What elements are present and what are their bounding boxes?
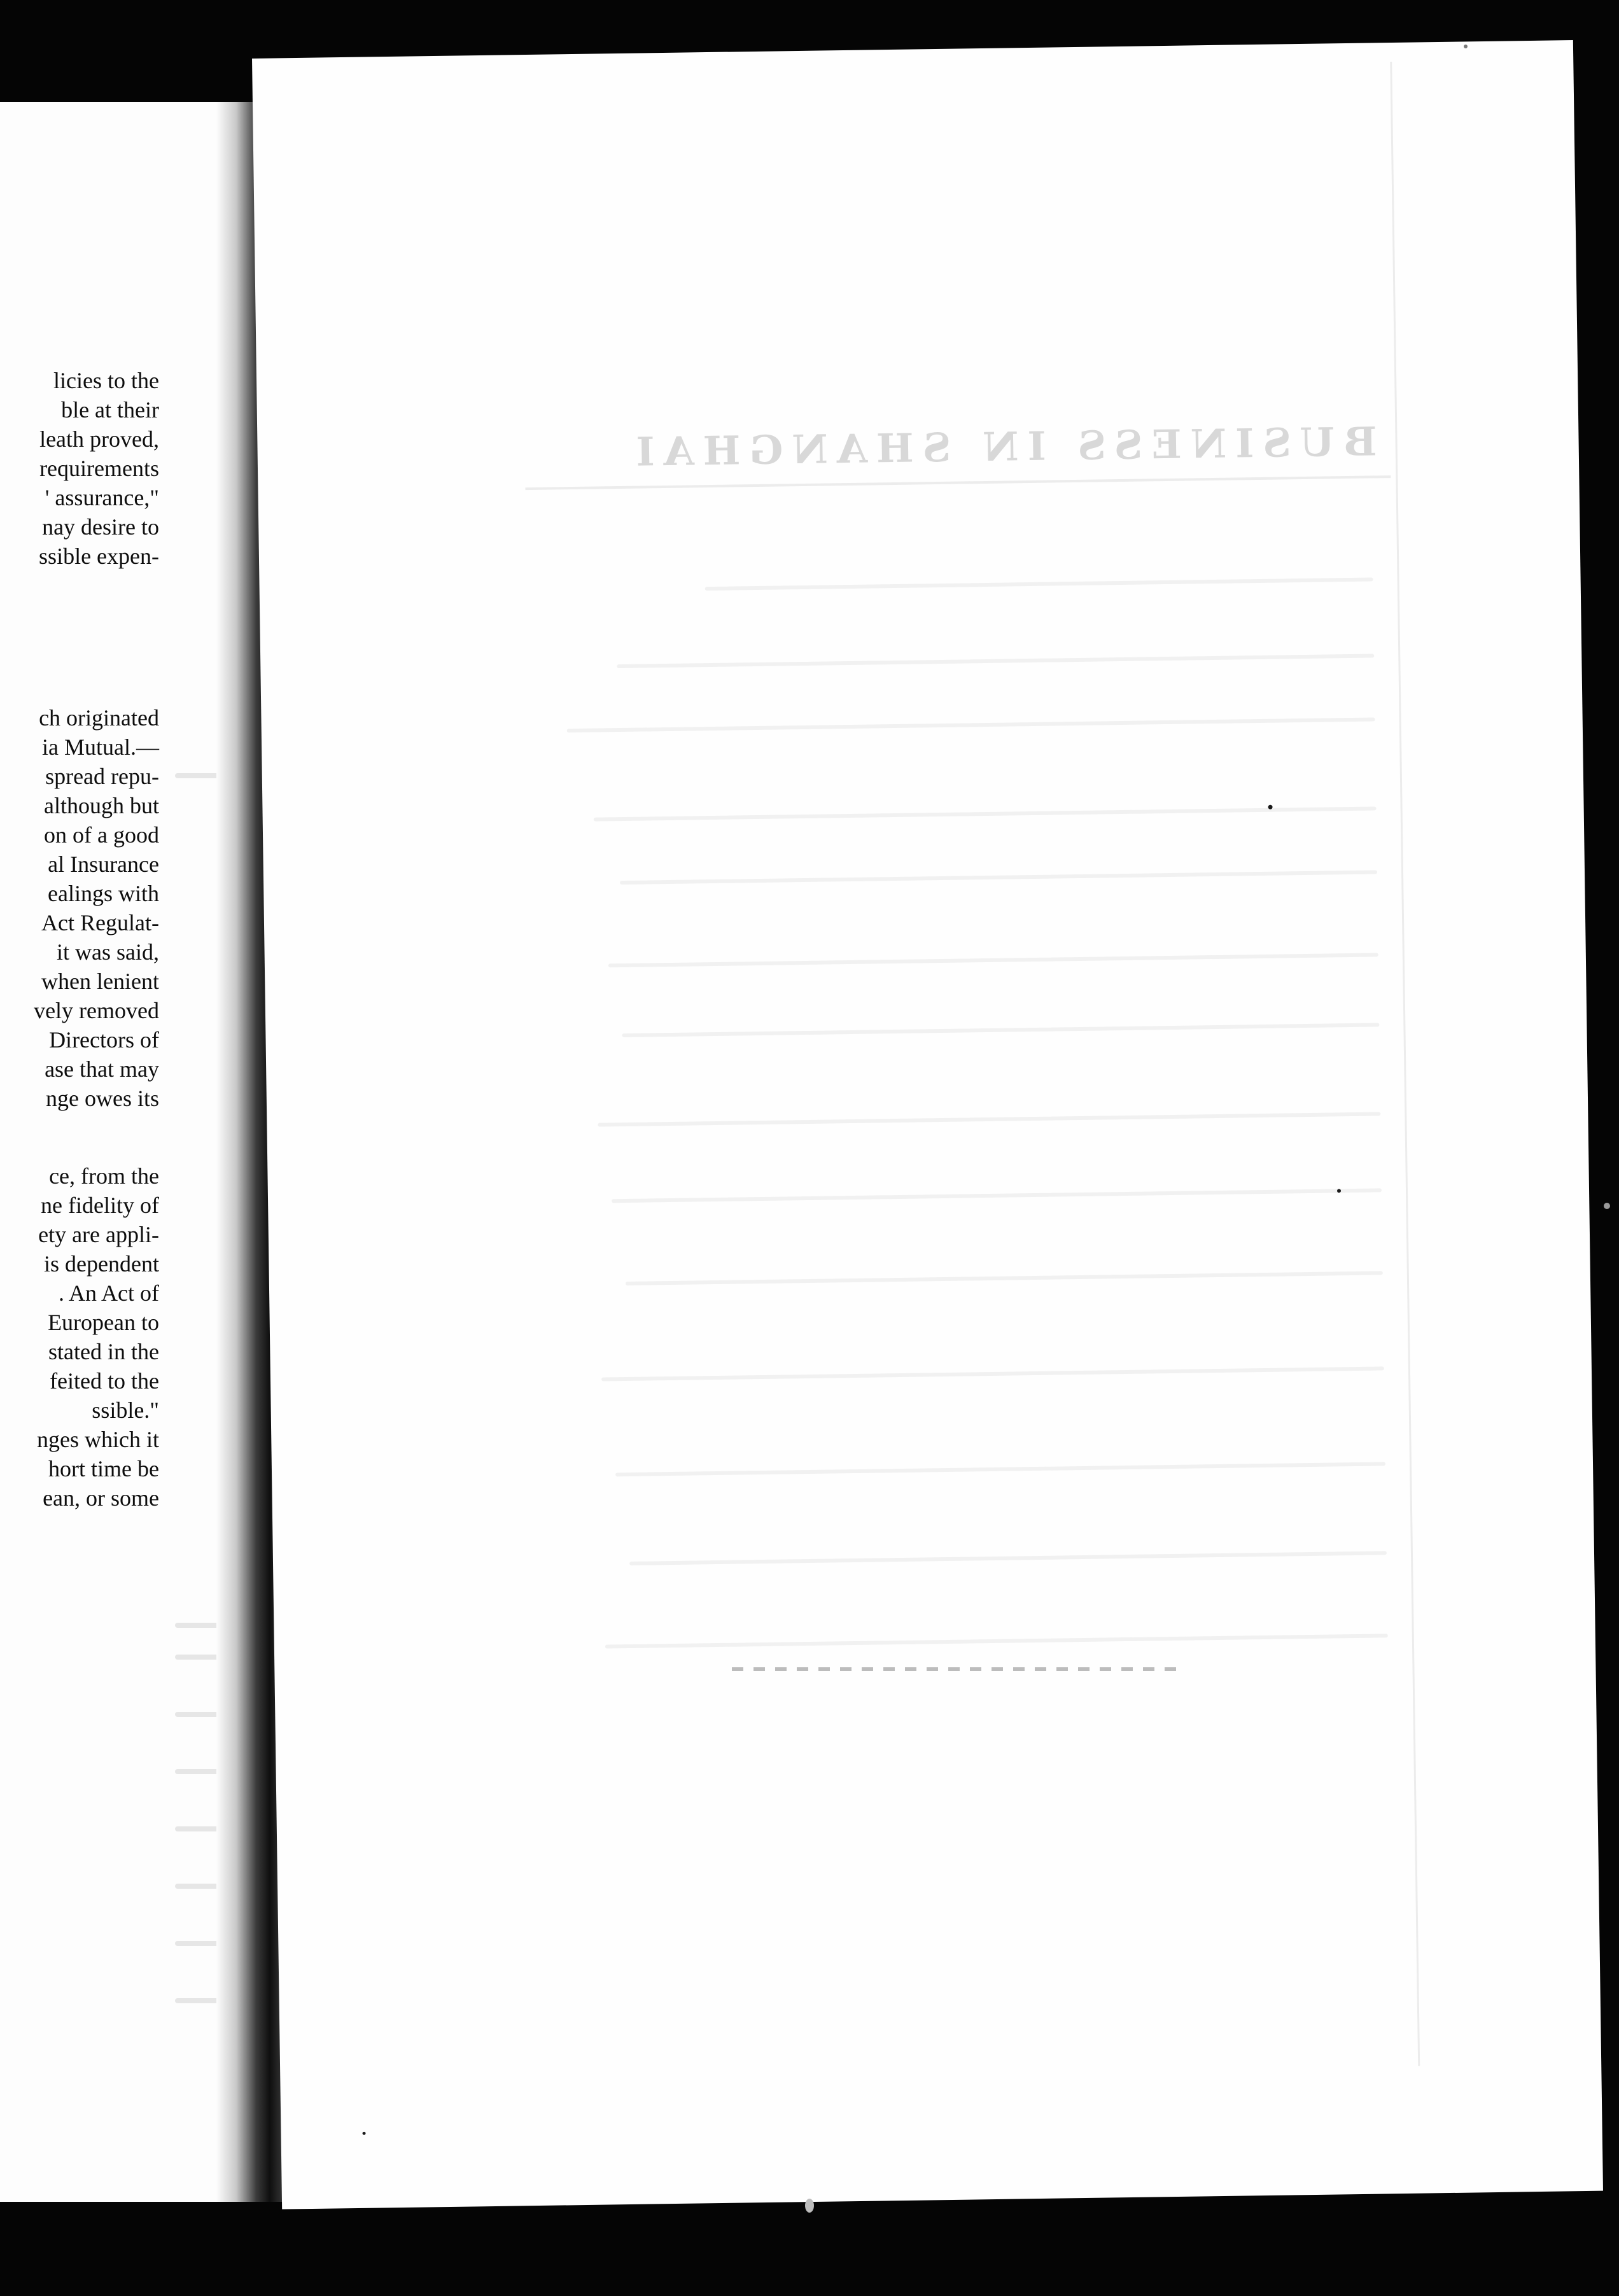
text-line: European to bbox=[48, 1310, 159, 1335]
text-line: ety are appli- bbox=[38, 1222, 159, 1247]
page-margin-rule bbox=[1390, 62, 1420, 2066]
bleed-through-line bbox=[598, 1112, 1380, 1126]
ink-speck bbox=[1604, 1203, 1610, 1209]
text-line: ch originated bbox=[39, 705, 159, 731]
text-line: hort time be bbox=[48, 1456, 159, 1481]
ink-speck bbox=[1337, 1189, 1341, 1193]
text-line: ssible expen- bbox=[39, 543, 159, 569]
text-line: feited to the bbox=[50, 1368, 159, 1394]
text-line: al Insurance bbox=[48, 851, 159, 877]
left-paragraph-2 bbox=[0, 703, 159, 1113]
bleed-through-dashed-rule bbox=[732, 1667, 1177, 1671]
text-line: spread repu- bbox=[45, 764, 159, 789]
bleed-through-line bbox=[567, 717, 1375, 732]
text-line: ssible." bbox=[92, 1397, 159, 1423]
text-line: nay desire to bbox=[42, 514, 159, 540]
ink-speck bbox=[363, 2132, 366, 2135]
text-line: Act Regulat- bbox=[41, 910, 159, 935]
text-line: requirements bbox=[39, 456, 159, 481]
text-line: ce, from the bbox=[49, 1163, 159, 1189]
text-line: nges which it bbox=[37, 1427, 159, 1452]
bleed-through-line bbox=[620, 870, 1377, 885]
text-line: ble at their bbox=[61, 397, 159, 423]
text-line: . An Act of bbox=[59, 1280, 159, 1306]
text-line: on of a good bbox=[44, 822, 159, 848]
bleed-through-line bbox=[605, 1634, 1388, 1648]
text-line: nge owes its bbox=[46, 1086, 159, 1111]
text-line: ase that may bbox=[45, 1056, 159, 1082]
bleed-through-line bbox=[612, 1188, 1382, 1203]
text-line: ean, or some bbox=[43, 1485, 159, 1511]
text-line: it was said, bbox=[57, 939, 159, 965]
ink-speck bbox=[805, 2199, 814, 2213]
text-line: ealings with bbox=[48, 881, 159, 906]
right-page-blank bbox=[252, 40, 1603, 2209]
bleed-through-line bbox=[629, 1551, 1387, 1565]
text-line: Directors of bbox=[49, 1027, 159, 1053]
bleed-through-line bbox=[626, 1271, 1383, 1285]
text-line: leath proved, bbox=[39, 426, 159, 452]
text-line: licies to the bbox=[53, 368, 159, 393]
bleed-through-title: BUSINESS IN SHANGHAI bbox=[627, 418, 1378, 475]
text-line: is dependent bbox=[44, 1251, 159, 1277]
bleed-through-line bbox=[594, 806, 1377, 821]
bleed-through-rule bbox=[525, 475, 1391, 490]
bleed-through-line bbox=[615, 1462, 1385, 1476]
bleed-through-line bbox=[608, 953, 1378, 967]
bleed-through-line bbox=[705, 577, 1373, 591]
bleed-through-line bbox=[622, 1023, 1379, 1037]
ink-speck bbox=[1268, 805, 1273, 809]
bleed-through-line bbox=[617, 654, 1374, 668]
ink-speck bbox=[1464, 45, 1468, 48]
text-line: vely removed bbox=[34, 998, 159, 1023]
left-paragraph-1 bbox=[0, 366, 159, 571]
bleed-through-line bbox=[601, 1366, 1384, 1381]
text-line: although but bbox=[44, 793, 159, 818]
text-line: when lenient bbox=[41, 969, 159, 994]
text-line: stated in the bbox=[48, 1339, 159, 1364]
text-line: ia Mutual.— bbox=[42, 734, 159, 760]
left-paragraph-3 bbox=[0, 1161, 159, 1513]
text-line: ne fidelity of bbox=[41, 1193, 159, 1218]
text-line: ' assurance," bbox=[45, 485, 159, 510]
